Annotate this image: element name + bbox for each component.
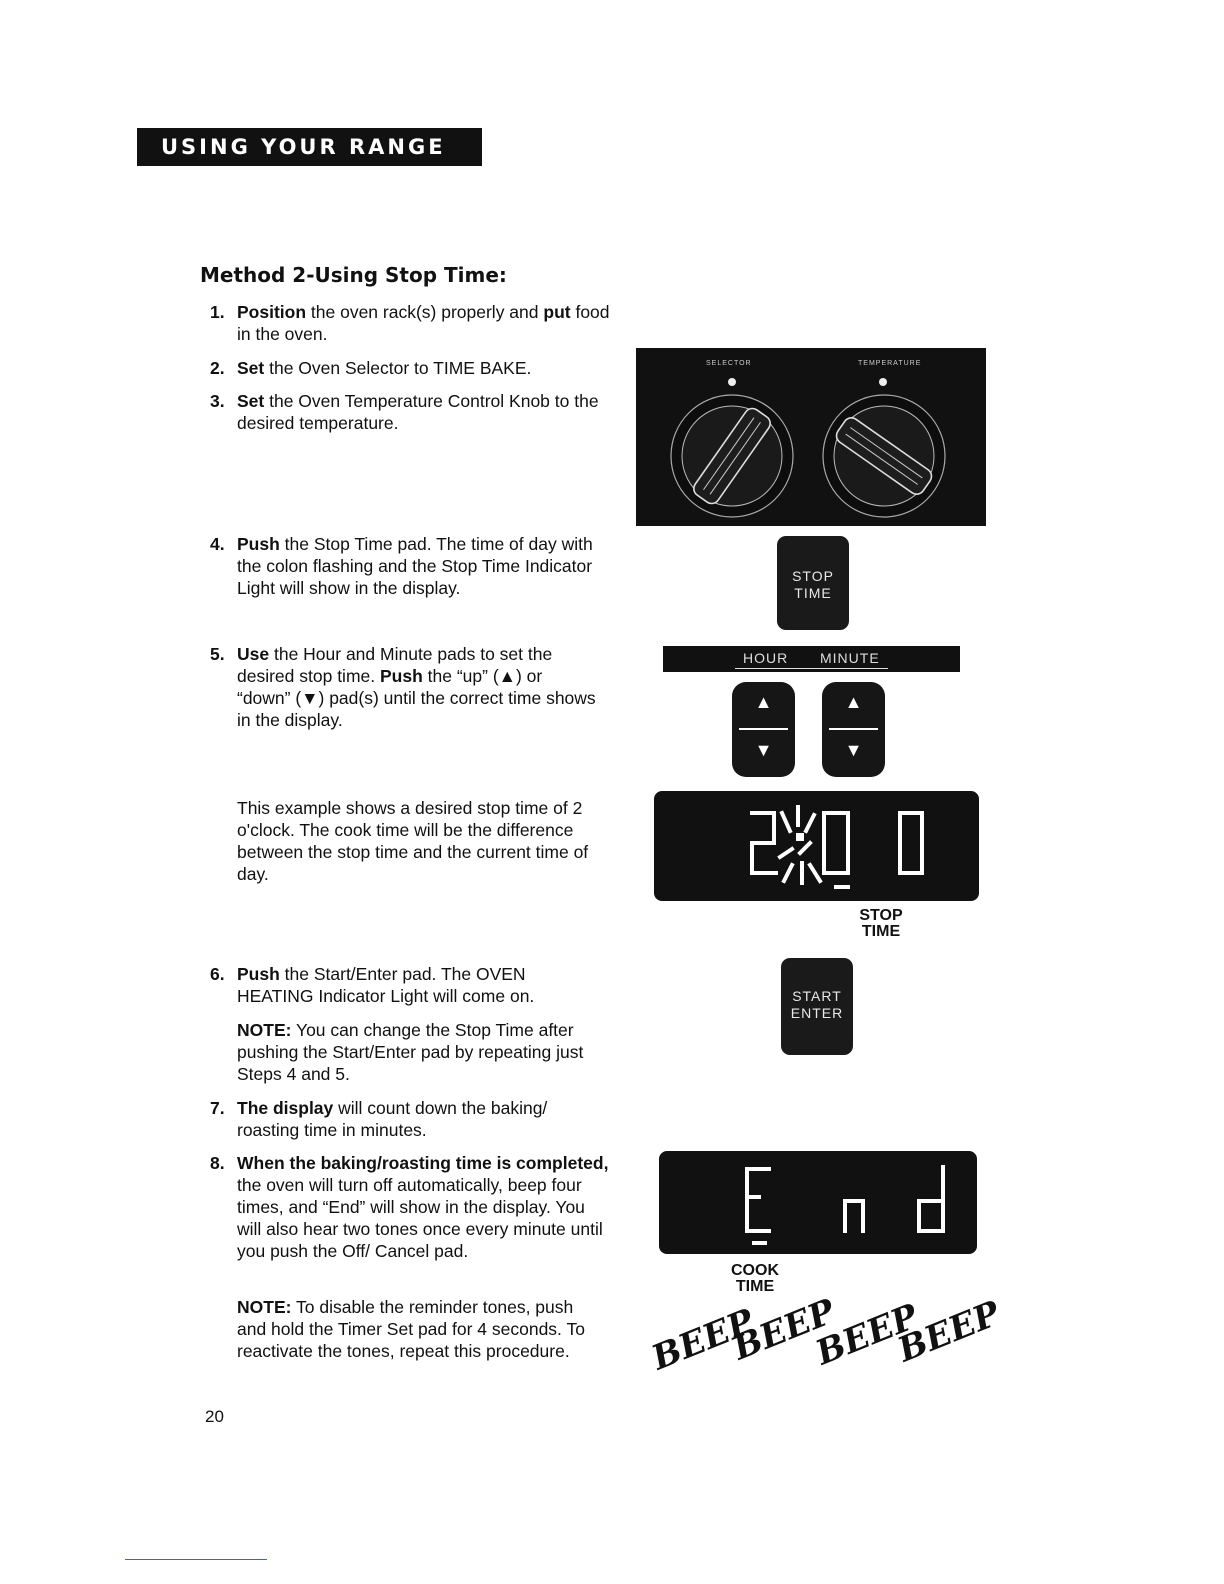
step-1 xyxy=(210,301,610,345)
step-keyword: When the baking/roasting time is completed, xyxy=(237,1153,609,1173)
beep-text: BEEP xyxy=(646,1301,760,1379)
minute-up-icon[interactable]: ▲ xyxy=(844,692,863,712)
step-5 xyxy=(210,643,600,731)
caption-line1: COOK xyxy=(731,1262,779,1279)
start-label-line1: START xyxy=(792,988,842,1004)
step-number: 3. xyxy=(210,391,225,411)
step-8 xyxy=(210,1152,610,1262)
step-keyword: Push xyxy=(379,666,423,686)
step-text: food in the oven. xyxy=(237,302,610,344)
cook-time-indicator xyxy=(727,1263,783,1295)
step-keyword: Use xyxy=(237,644,270,664)
oven-temperature-knob xyxy=(823,395,945,517)
hour-up-icon[interactable]: ▲ xyxy=(754,692,773,712)
step-text: the Oven Selector to TIME BAKE. xyxy=(264,358,532,378)
step-text: the oven will turn off automatically, beep four times, and “End” will show in the display. You will also hear two tones once every minute until you push the Off/ Cancel pad. xyxy=(237,1175,603,1261)
step-keyword: The display xyxy=(237,1098,334,1118)
bar-underline xyxy=(735,668,888,669)
note-text: To disable the reminder tones, push and hold the Timer Set pad for 4 seconds. To reactivate the tones, repeat this procedure. xyxy=(237,1297,585,1361)
seven-segment-digits xyxy=(654,791,979,901)
hour-down-icon[interactable]: ▼ xyxy=(754,740,773,760)
divider xyxy=(739,728,788,730)
step-text: the Start/Enter pad. The OVEN HEATING Indicator Light will come on. xyxy=(237,964,535,1006)
hour-minute-bar xyxy=(663,646,960,672)
caption-line2: TIME xyxy=(861,923,901,940)
beep-text: BEEP xyxy=(810,1296,924,1374)
caption-line1: STOP xyxy=(859,907,903,924)
step-number: 8. xyxy=(210,1153,225,1173)
step-keyword: put xyxy=(543,302,571,322)
stop-time-indicator xyxy=(853,908,909,940)
step-text: the oven rack(s) properly and xyxy=(306,302,544,322)
seven-segment-end xyxy=(659,1151,977,1254)
temperature-label: TEMPERATURE xyxy=(858,360,922,367)
step-text: the Stop Time pad. The time of day with the colon flashing and the Stop Time Indicator Light will show in the display. xyxy=(237,534,593,598)
step-6 xyxy=(210,963,590,1007)
method-heading: Method 2-Using Stop Time: xyxy=(200,263,507,287)
minute-down-icon[interactable]: ▼ xyxy=(844,740,863,760)
step-keyword: Push xyxy=(237,534,280,554)
start-enter-label xyxy=(781,988,853,1022)
step-text: the Oven Temperature Control Knob to the desired temperature. xyxy=(237,391,599,433)
step-text: the “up” (▲) or “down” (▼) pad(s) until the correct time shows in the display. xyxy=(237,666,596,730)
beep-text: BEEP xyxy=(727,1291,841,1369)
step-number: 2. xyxy=(210,358,225,378)
stop-time-label-line2: TIME xyxy=(794,585,832,601)
note-2 xyxy=(237,1296,592,1362)
control-knobs[interactable] xyxy=(636,348,986,526)
divider xyxy=(829,728,878,730)
step-keyword: Push xyxy=(237,964,280,984)
note-label: NOTE: xyxy=(237,1020,292,1040)
stop-time-label-line1: STOP xyxy=(792,568,834,584)
step-2 xyxy=(210,357,610,379)
step-number: 6. xyxy=(210,964,225,984)
stop-time-button[interactable] xyxy=(777,536,849,630)
footer-rule xyxy=(125,1559,267,1560)
selector-label: SELECTOR xyxy=(706,360,752,367)
caption-line2: TIME xyxy=(735,1278,775,1295)
step-keyword: Set xyxy=(237,358,265,378)
step-number: 5. xyxy=(210,644,225,664)
oven-control-panel xyxy=(636,348,986,526)
note-text: You can change the Stop Time after pushing the Start/Enter pad by repeating just Steps 4 and 5. xyxy=(237,1020,584,1084)
start-label-line2: ENTER xyxy=(790,1005,844,1021)
start-enter-button[interactable] xyxy=(781,958,853,1055)
page-number: 20 xyxy=(205,1407,224,1426)
stop-time-label xyxy=(777,568,849,602)
note-label: NOTE: xyxy=(237,1297,292,1317)
section-banner: USING YOUR RANGE xyxy=(137,128,482,166)
clock-display-stop-time xyxy=(654,791,979,901)
clock-display-end xyxy=(659,1151,977,1254)
beep-text: BEEP xyxy=(892,1293,1006,1371)
hour-pad[interactable] xyxy=(732,682,795,777)
step-text: the Hour and Minute pads to set the desired stop time. xyxy=(237,644,553,686)
note-1 xyxy=(237,1019,587,1085)
step-number: 7. xyxy=(210,1098,225,1118)
step-7 xyxy=(210,1097,605,1141)
step-4 xyxy=(210,533,600,599)
minute-pad[interactable] xyxy=(822,682,885,777)
step-number: 4. xyxy=(210,534,225,554)
step-number: 1. xyxy=(210,302,225,322)
step-text: will count down the baking/ roasting time in minutes. xyxy=(237,1098,548,1140)
step-keyword: Set xyxy=(237,391,265,411)
oven-selector-knob xyxy=(671,395,793,517)
step-keyword: Position xyxy=(237,302,307,322)
hour-label: HOUR xyxy=(743,650,789,666)
example-text: This example shows a desired stop time of 2 o'clock. The cook time will be the difference between the stop time and the current time of day. xyxy=(237,798,589,884)
minute-label: MINUTE xyxy=(820,650,880,666)
step-3 xyxy=(210,390,610,434)
